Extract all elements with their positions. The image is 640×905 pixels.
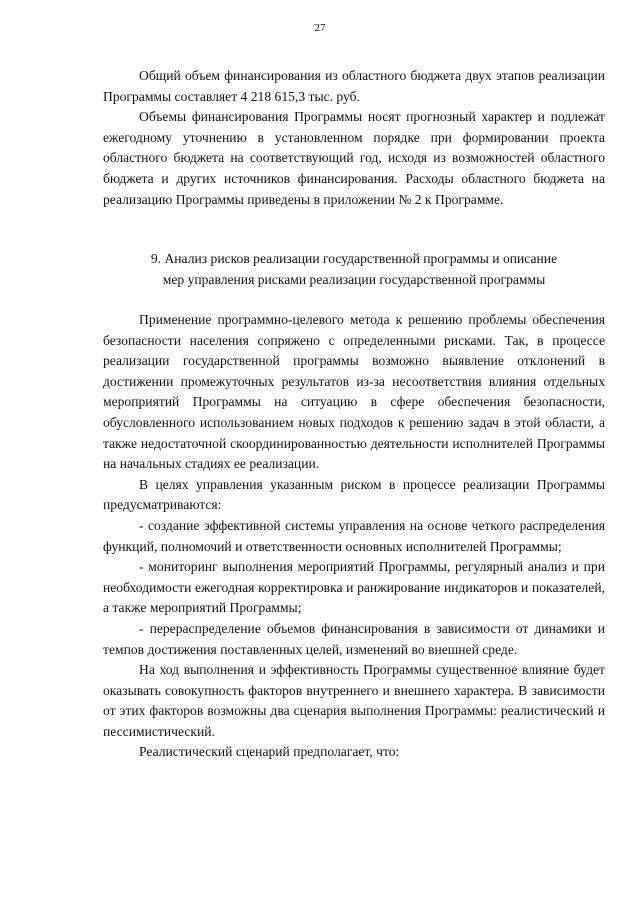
section-heading <box>103 248 605 290</box>
section-heading-line: мер управления рисками реализации государственной программы <box>162 272 546 287</box>
section-heading-line: 9. Анализ рисков реализации государственной программы и описание <box>150 251 558 266</box>
paragraph: Применение программно-целевого метода к решению проблемы обеспечения безопасности населения сопряжено с определенными рисками. Так, в процессе реализации государственной программы возможно выявление отклонений в достижении промежуточных результатов из-за несоответствия влияния отдельных мероприятий Программы на ситуацию в сфере обеспечения безопасности, обусловленного использованием новых подходов к решению задач в этой области, а также недостаточной скоординированностью деятельности исполнителей Программы на начальных стадиях ее реализации. <box>103 312 605 472</box>
paragraph: Общий объем финансирования из областного бюджета двух этапов реализации Программы составляет 4 218 615,3 тыс. руб. <box>103 68 605 104</box>
list-item: - создание эффективной системы управления на основе четкого распределения функций, полномочий и ответственности основных исполнителей Программы; <box>103 517 605 554</box>
page-number: 27 <box>314 22 326 34</box>
paragraph: В целях управления указанным риском в процессе реализации Программы предусматриваются: <box>103 476 605 513</box>
list-item: - мониторинг выполнения мероприятий Программы, регулярный анализ и при необходимости ежегодная корректировка и ранжирование индикаторов и показателей, а также мероприятий Программы; <box>103 559 605 616</box>
paragraph: Объемы финансирования Программы носят прогнозный характер и подлежат ежегодному уточнению в установленном порядке при формировании проекта областного бюджета на соответствующий год, исходя из возможностей областного бюджета и других источников финансирования. Расходы областного бюджета на реализацию Программы приведены в приложении № 2 к Программе. <box>103 109 605 207</box>
paragraph: Реалистический сценарий предполагает, что: <box>139 744 400 760</box>
paragraph: На ход выполнения и эффективность Программы существенное влияние будет оказывать совокупность факторов внутреннего и внешнего характера. В зависимости от этих факторов возможны два сценария выполнения Программы: реалистический и пессимистический. <box>103 662 605 739</box>
list-item: - перераспределение объемов финансирования в зависимости от динамики и темпов достижения поставленных целей, изменений во внешней среде. <box>103 620 605 657</box>
risk-analysis-text-block <box>103 310 605 763</box>
financing-text-block <box>103 66 605 210</box>
